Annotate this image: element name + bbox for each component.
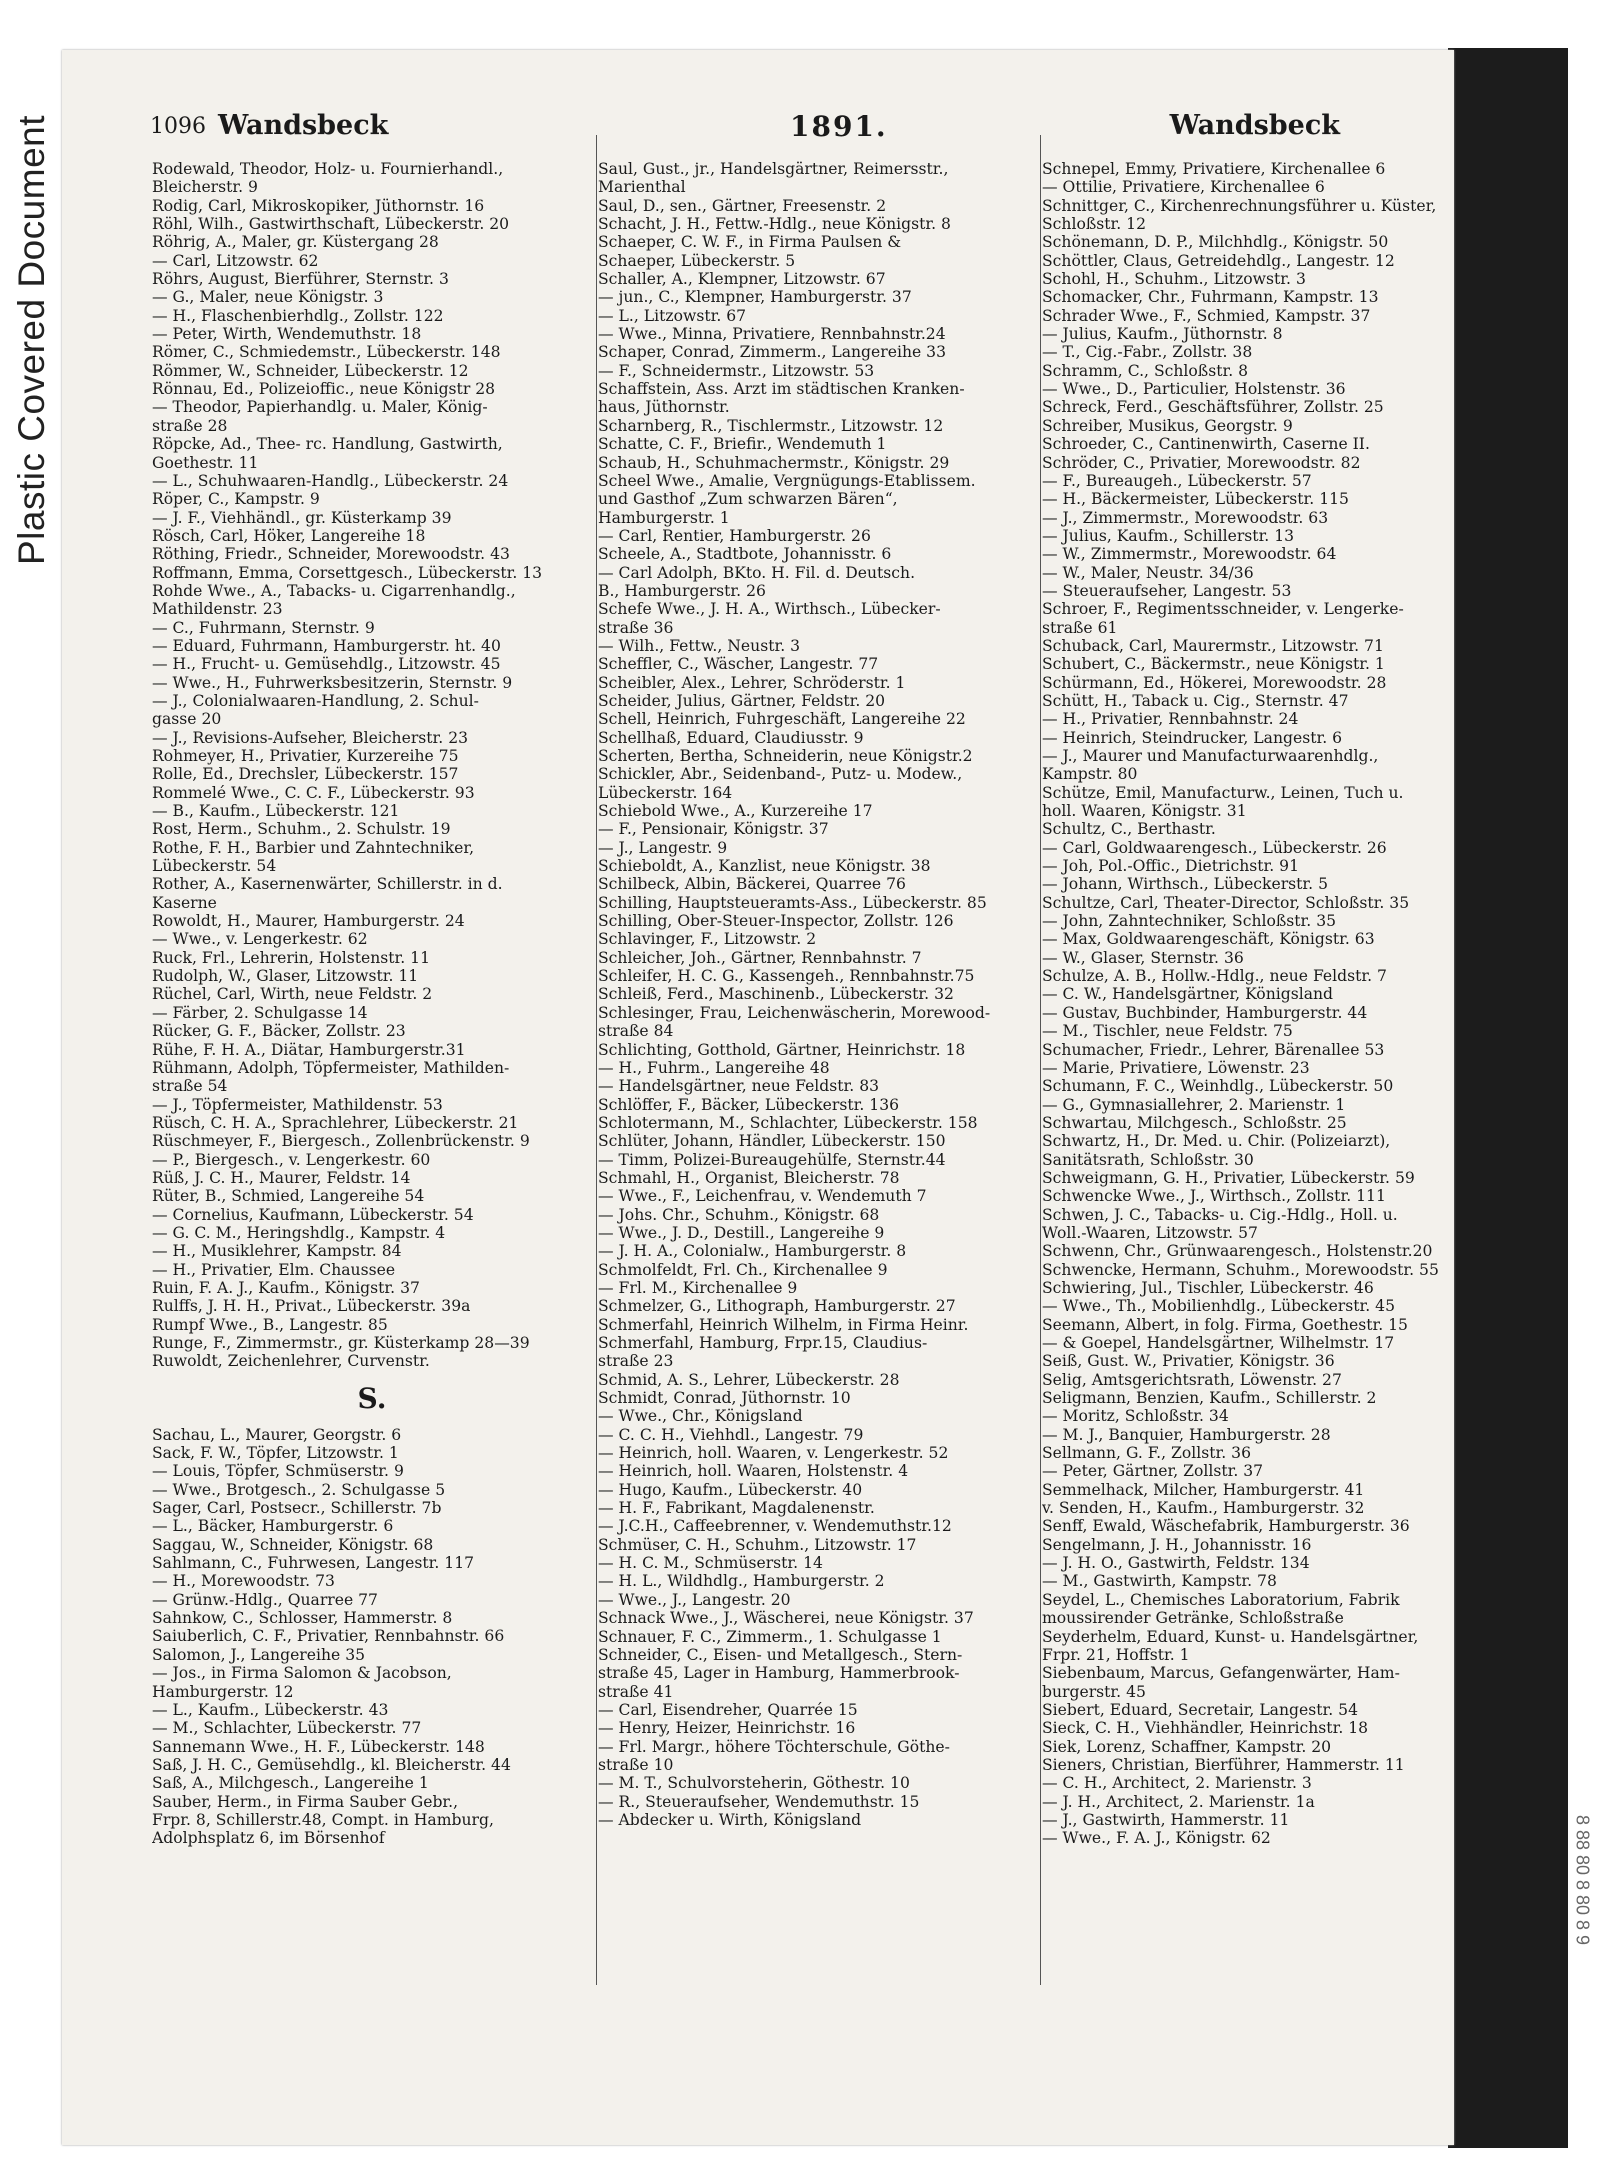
directory-entry: — F., Schneidermstr., Litzowstr. 53: [598, 361, 875, 380]
directory-entry: — M., Gastwirth, Kampstr. 78: [1042, 1572, 1277, 1591]
directory-entry: Rumpf Wwe., B., Langestr. 85: [152, 1315, 388, 1334]
directory-entry: Scheibler, Alex., Lehrer, Schröderstr. 1: [598, 673, 906, 692]
directory-entry: — W., Glaser, Sternstr. 36: [1042, 948, 1244, 967]
directory-entry: Schlüter, Johann, Händler, Lübeckerstr. 150: [598, 1132, 946, 1151]
directory-entry: — H., Morewoodstr. 73: [152, 1572, 335, 1591]
directory-entry: Salomon, J., Langereihe 35: [152, 1645, 366, 1664]
directory-entry: Rüsch, C. H. A., Sprachlehrer, Lübeckerstr. 21: [152, 1113, 519, 1132]
directory-entry: Schilbeck, Albin, Bäckerei, Quarree 76: [598, 875, 906, 894]
directory-entry: — C. C. H., Viehhdl., Langestr. 79: [598, 1425, 864, 1444]
directory-entry: Schleifer, H. C. G., Kassengeh., Rennbahnstr.75: [598, 967, 975, 986]
directory-entry: Röhrs, August, Bierführer, Sternstr. 3: [152, 270, 449, 289]
directory-entry: — H., Fuhrm., Langereihe 48: [598, 1058, 830, 1077]
directory-entry: Schütt, H., Taback u. Cig., Sternstr. 47: [1042, 691, 1349, 710]
directory-entry: — H. C. M., Schmüserstr. 14: [598, 1554, 823, 1573]
directory-entry: Schreck, Ferd., Geschäftsführer, Zollstr. 25: [1042, 398, 1384, 417]
directory-entry: Schwartz, H., Dr. Med. u. Chir. (Polizeiarzt),: [1042, 1132, 1391, 1151]
directory-entry: Schumacher, Friedr., Lehrer, Bärenallee 53: [1042, 1040, 1385, 1059]
directory-entry: Schloßstr. 12: [1042, 215, 1147, 234]
directory-entry: — Carl, Goldwaarengesch., Lübeckerstr. 26: [1042, 838, 1387, 857]
directory-entry: Hamburgerstr. 12: [152, 1682, 294, 1701]
directory-entry: Schmerfahl, Heinrich Wilhelm, in Firma Heinr.: [598, 1315, 969, 1334]
directory-entry: Schlesinger, Frau, Leichenwäscherin, Morewood-: [598, 1003, 991, 1022]
directory-entry: — C., Fuhrmann, Sternstr. 9: [152, 618, 375, 637]
directory-entry: Röthing, Friedr., Schneider, Morewoodstr. 43: [152, 545, 510, 564]
directory-entry: Schohl, H., Schuhm., Litzowstr. 3: [1042, 270, 1306, 289]
book-edge: [1448, 48, 1568, 2148]
directory-entry: Römmer, W., Schneider, Lübeckerstr. 12: [152, 361, 469, 380]
directory-entry: — Wwe., F., Leichenfrau, v. Wendemuth 7: [598, 1187, 927, 1206]
directory-entry: Schultz, C., Berthastr.: [1042, 820, 1216, 839]
directory-entry: straße 84: [598, 1022, 674, 1041]
directory-entry: Schomacker, Chr., Fuhrmann, Kampstr. 13: [1042, 288, 1379, 307]
directory-entry: Sannemann Wwe., H. F., Lübeckerstr. 148: [152, 1737, 485, 1756]
directory-entry: Röpcke, Ad., Thee- rc. Handlung, Gastwirth,: [152, 435, 503, 454]
directory-entry: — J., Maurer und Manufacturwaarenhdlg.,: [1042, 747, 1379, 765]
directory-entry: — C. W., Handelsgärtner, Königsland: [1042, 985, 1334, 1004]
directory-entry: Schmolfeldt, Frl. Ch., Kirchenallee 9: [598, 1260, 888, 1279]
directory-entry: Schnittger, C., Kirchenrechnungsführer u. Küster,: [1042, 196, 1437, 215]
overlay-label-text: Plastic Covered Document: [11, 114, 52, 566]
page-header: [150, 110, 1340, 154]
directory-entry: Schneider, C., Eisen- und Metallgesch., Stern-: [598, 1645, 963, 1664]
directory-entry: Siek, Lorenz, Schaffner, Kampstr. 20: [1042, 1737, 1332, 1756]
directory-entry: — Wwe., Chr., Königsland: [598, 1407, 803, 1426]
directory-entry: Sengelmann, J. H., Johannisstr. 16: [1042, 1535, 1312, 1554]
directory-entry: — Steueraufseher, Langestr. 53: [1042, 581, 1292, 600]
directory-entry: Kaserne: [152, 893, 217, 912]
directory-entry: gasse 20: [152, 710, 222, 729]
directory-entry: Römer, C., Schmiedemstr., Lübeckerstr. 148: [152, 343, 501, 362]
directory-column-3: [1042, 160, 1442, 1848]
directory-entry: Rudolph, W., Glaser, Litzowstr. 11: [152, 967, 419, 986]
directory-entry: — C. H., Architect, 2. Marienstr. 3: [1042, 1774, 1312, 1793]
directory-entry: Schmerfahl, Hamburg, Frpr.15, Claudius-: [598, 1334, 928, 1352]
directory-entry: — H., Flaschenbierhdlg., Zollstr. 122: [152, 306, 444, 325]
directory-entry: Schilling, Ober-Steuer-Inspector, Zollstr. 126: [598, 912, 954, 931]
directory-entry: straße 45, Lager in Hamburg, Hammerbrook-: [598, 1664, 960, 1683]
directory-entry: — Wwe., v. Lengerkestr. 62: [152, 930, 368, 949]
directory-entry: — Eduard, Fuhrmann, Hamburgerstr. ht. 40: [152, 636, 501, 655]
directory-entry: straße 61: [1042, 618, 1118, 637]
directory-entry: — Frl. Margr., höhere Töchterschule, Göthe-: [598, 1737, 950, 1756]
directory-entry: — Carl, Litzowstr. 62: [152, 251, 319, 270]
directory-entry: straße 36: [598, 618, 674, 637]
directory-entry: Schwartau, Milchgesch., Schloßstr. 25: [1042, 1113, 1347, 1132]
directory-entry: Rohde Wwe., A., Tabacks- u. Cigarrenhandlg.,: [152, 581, 516, 600]
directory-entry: Schnepel, Emmy, Privatiere, Kirchenallee 6: [1042, 160, 1386, 178]
directory-entry: Schlichting, Gotthold, Gärtner, Heinrichstr. 18: [598, 1040, 966, 1059]
directory-entry: Rothe, F. H., Barbier und Zahntechniker,: [152, 838, 475, 857]
directory-entry: Mathildenstr. 23: [152, 600, 283, 619]
directory-entry: — R., Steueraufseher, Wendemuthstr. 15: [598, 1792, 920, 1811]
directory-entry: — J. H. A., Colonialw., Hamburgerstr. 8: [598, 1242, 907, 1261]
directory-entry: Schaeper, C. W. F., in Firma Paulsen &: [598, 233, 902, 252]
directory-entry: — J., Langestr. 9: [598, 838, 728, 857]
directory-entry: Röhl, Wilh., Gastwirthschaft, Lübeckerstr. 20: [152, 215, 510, 234]
directory-entry: Saß, J. H. C., Gemüsehdlg., kl. Bleicherstr. 44: [152, 1755, 511, 1774]
directory-entry: Schuback, Carl, Maurermstr., Litzowstr. 71: [1042, 636, 1384, 655]
directory-entry: — M., Tischler, neue Feldstr. 75: [1042, 1022, 1293, 1041]
directory-entry: Schnauer, F. C., Zimmerm., 1. Schulgasse 1: [598, 1627, 942, 1646]
directory-entry: Schönemann, D. P., Milchhdlg., Königstr. 50: [1042, 233, 1389, 252]
directory-entry: haus, Jüthornstr.: [598, 398, 730, 417]
directory-entry: — Frl. M., Kirchenallee 9: [598, 1278, 798, 1297]
directory-entry: Seiß, Gust. W., Privatier, Königstr. 36: [1042, 1352, 1335, 1371]
directory-entry: Schütze, Emil, Manufacturw., Leinen, Tuch u.: [1042, 783, 1404, 802]
directory-entry: — Jos., in Firma Salomon & Jacobson,: [152, 1664, 452, 1683]
directory-entry: — Wwe., F. A. J., Königstr. 62: [1042, 1829, 1271, 1848]
directory-entry: — H., Musiklehrer, Kampstr. 84: [152, 1242, 402, 1261]
directory-entry: Ruwoldt, Zeichenlehrer, Curvenstr.: [152, 1352, 430, 1371]
edge-text: [1570, 1640, 1594, 2120]
directory-entry: — Carl Adolph, BKto. H. Fil. d. Deutsch.: [598, 563, 916, 582]
directory-entry: — jun., C., Klempner, Hamburgerstr. 37: [598, 288, 912, 307]
directory-entry: — Cornelius, Kaufmann, Lübeckerstr. 54: [152, 1205, 474, 1224]
overlay-label: [2, 60, 62, 620]
directory-entry: — Timm, Polizei-Bureaugehülfe, Sternstr.44: [598, 1150, 946, 1169]
directory-entry: Schleiß, Ferd., Maschinenb., Lübeckerstr. 32: [598, 985, 954, 1004]
directory-entry: Saggau, W., Schneider, Königstr. 68: [152, 1535, 434, 1554]
directory-entry: — Henry, Heizer, Heinrichstr. 16: [598, 1719, 856, 1738]
directory-entry: Rühe, F. H. A., Diätar, Hamburgerstr.31: [152, 1040, 466, 1059]
directory-entry: Schulze, A. B., Hollw.-Hdlg., neue Feldstr. 7: [1042, 967, 1387, 986]
directory-entry: straße 54: [152, 1077, 228, 1096]
section-letter: S.: [357, 1381, 387, 1415]
directory-entry: — Max, Goldwaarengeschäft, Königstr. 63: [1042, 930, 1375, 949]
directory-entry: Seydel, L., Chemisches Laboratorium, Fabrik: [1042, 1590, 1400, 1609]
directory-entry: — Wwe., D., Particulier, Holstenstr. 36: [1042, 380, 1346, 399]
directory-entry: Schaffstein, Ass. Arzt im städtischen Kranken-: [598, 380, 965, 399]
directory-entry: Sachau, L., Maurer, Georgstr. 6: [152, 1425, 402, 1444]
directory-entry: — Joh, Pol.-Offic., Dietrichstr. 91: [1042, 857, 1300, 876]
directory-entry: Schwencke, Hermann, Schuhm., Morewoodstr. 55: [1042, 1260, 1439, 1279]
directory-entry: Schellhaß, Eduard, Claudiusstr. 9: [598, 728, 864, 747]
directory-entry: Schaper, Conrad, Zimmerm., Langereihe 33: [598, 343, 947, 362]
directory-entry: — J. F., Viehhändl., gr. Küsterkamp 39: [152, 508, 452, 527]
directory-entry: Sahnkow, C., Schlosser, Hammerstr. 8: [152, 1609, 453, 1628]
directory-entry: — Abdecker u. Wirth, Königsland: [598, 1810, 862, 1829]
directory-entry: — L., Bäcker, Hamburgerstr. 6: [152, 1517, 394, 1536]
directory-entry: Rüß, J. C. H., Maurer, Feldstr. 14: [152, 1168, 411, 1187]
directory-entry: Ruck, Frl., Lehrerin, Holstenstr. 11: [152, 948, 430, 967]
directory-entry: — Julius, Kaufm., Jüthornstr. 8: [1042, 325, 1283, 344]
directory-entry: Runge, F., Zimmermstr., gr. Küsterkamp 28—39: [152, 1334, 530, 1352]
directory-entry: Schwen, J. C., Tabacks- u. Cig.-Hdlg., Holl. u.: [1042, 1205, 1398, 1224]
directory-entry: — Wwe., Th., Mobilienhdlg., Lübeckerstr. 45: [1042, 1297, 1396, 1316]
directory-entry: Schiebold Wwe., A., Kurzereihe 17: [598, 802, 873, 821]
directory-entry: — H. L., Wildhdlg., Hamburgerstr. 2: [598, 1572, 885, 1591]
directory-entry: — J., Zimmermstr., Morewoodstr. 63: [1042, 508, 1329, 527]
directory-entry: Schaub, H., Schuhmachermstr., Königstr. 29: [598, 453, 950, 472]
directory-entry: — Handelsgärtner, neue Feldstr. 83: [598, 1077, 880, 1096]
directory-entry: Schieboldt, A., Kanzlist, neue Königstr. 38: [598, 857, 931, 876]
directory-entry: Schrader Wwe., F., Schmied, Kampstr. 37: [1042, 306, 1371, 325]
directory-entry: — Wwe., Brotgesch., 2. Schulgasse 5: [152, 1480, 446, 1499]
directory-entry: — Theodor, Papierhandlg. u. Maler, König-: [152, 398, 488, 417]
column-divider: [596, 135, 597, 1985]
directory-entry: straße 10: [598, 1755, 674, 1774]
directory-entry: Rühmann, Adolph, Töpfermeister, Mathilden-: [152, 1058, 510, 1077]
directory-entry: — B., Kaufm., Lübeckerstr. 121: [152, 802, 400, 821]
directory-entry: — Wwe., J., Langestr. 20: [598, 1590, 791, 1609]
directory-entry: Schürmann, Ed., Hökerei, Morewoodstr. 28: [1042, 673, 1387, 692]
directory-entry: — J., Revisions-Aufseher, Bleicherstr. 23: [152, 728, 469, 747]
directory-entry: — W., Zimmermstr., Morewoodstr. 64: [1042, 545, 1337, 564]
directory-entry: Seyderhelm, Eduard, Kunst- u. Handelsgärtner,: [1042, 1627, 1419, 1646]
directory-entry: Rüter, B., Schmied, Langereihe 54: [152, 1187, 425, 1206]
directory-entry: Schumann, F. C., Weinhdlg., Lübeckerstr. 50: [1042, 1077, 1394, 1096]
directory-entry: Schickler, Abr., Seidenband-, Putz- u. Modew.,: [598, 765, 963, 784]
directory-entry: Rüchel, Carl, Wirth, neue Feldstr. 2: [152, 985, 433, 1004]
directory-entry: — Johs. Chr., Schuhm., Königstr. 68: [598, 1205, 880, 1224]
directory-entry: Sieners, Christian, Bierführer, Hammerstr. 11: [1042, 1755, 1405, 1774]
directory-entry: Schröder, C., Privatier, Morewoodstr. 82: [1042, 453, 1361, 472]
directory-entry: Schefe Wwe., J. H. A., Wirthsch., Lübecker-: [598, 600, 941, 619]
directory-entry: Schlotermann, M., Schlachter, Lübeckerstr. 158: [598, 1113, 978, 1132]
directory-entry: — Hugo, Kaufm., Lübeckerstr. 40: [598, 1480, 863, 1499]
directory-column-1: [152, 160, 592, 1848]
directory-entry: — & Goepel, Handelsgärtner, Wilhelmstr. 17: [1042, 1334, 1395, 1352]
directory-entry: Schmidt, Conrad, Jüthornstr. 10: [598, 1389, 851, 1408]
directory-entry: Frpr. 8, Schillerstr.48, Compt. in Hamburg,: [152, 1810, 494, 1829]
directory-entry: Rother, A., Kasernenwärter, Schillerstr. in d.: [152, 875, 503, 894]
directory-entry: — J.C.H., Caffeebrenner, v. Wendemuthstr.12: [598, 1517, 952, 1536]
directory-entry: Roffmann, Emma, Corsettgesch., Lübeckerstr. 13: [152, 563, 543, 582]
directory-entry: Schmelzer, G., Lithograph, Hamburgerstr. 27: [598, 1297, 956, 1316]
page-number: 1096: [150, 114, 206, 139]
directory-entry: Woll.-Waaren, Litzowstr. 57: [1042, 1223, 1258, 1242]
directory-entry: Rösch, Carl, Höker, Langereihe 18: [152, 526, 426, 545]
directory-entry: — Gustav, Buchbinder, Hamburgerstr. 44: [1042, 1003, 1368, 1022]
directory-entry: — Carl, Eisendreher, Quarrée 15: [598, 1700, 858, 1719]
directory-entry: Schroer, F., Regimentsschneider, v. Lengerke-: [1042, 600, 1404, 619]
directory-entry: — Heinrich, holl. Waaren, Holstenstr. 4: [598, 1462, 909, 1481]
directory-entry: Saß, A., Milchgesch., Langereihe 1: [152, 1774, 429, 1793]
directory-entry: — Wilh., Fettw., Neustr. 3: [598, 636, 801, 655]
directory-entry: — Wwe., Minna, Privatiere, Rennbahnstr.24: [598, 325, 946, 344]
directory-entry: Rommelé Wwe., C. C. F., Lübeckerstr. 93: [152, 783, 475, 802]
directory-entry: Bleicherstr. 9: [152, 178, 258, 197]
directory-entry: Schnack Wwe., J., Wäscherei, neue Königstr. 37: [598, 1609, 974, 1628]
directory-entry: Scheel Wwe., Amalie, Vergnügungs-Etablissem.: [598, 471, 976, 490]
directory-entry: Schwenn, Chr., Grünwaarengesch., Holstenstr.20: [1042, 1242, 1433, 1261]
directory-entry: — G., Gymnasiallehrer, 2. Marienstr. 1: [1042, 1095, 1346, 1114]
directory-entry: — M., Schlachter, Lübeckerstr. 77: [152, 1719, 422, 1738]
directory-entry: Ruin, F. A. J., Kaufm., Königstr. 37: [152, 1278, 420, 1297]
directory-entry: Schweigmann, G. H., Privatier, Lübeckerstr. 59: [1042, 1168, 1415, 1187]
directory-entry: — W., Maler, Neustr. 34/36: [1042, 563, 1254, 582]
directory-entry: — Heinrich, Steindrucker, Langestr. 6: [1042, 728, 1343, 747]
directory-entry: Rücker, G. F., Bäcker, Zollstr. 23: [152, 1022, 406, 1041]
directory-entry: Scherten, Bertha, Schneiderin, neue Königstr.2: [598, 747, 973, 765]
edge-text-value: 8 88 80 8 80 8 9: [1572, 1814, 1593, 1946]
directory-entry: Lübeckerstr. 54: [152, 857, 277, 876]
directory-entry: Schleicher, Joh., Gärtner, Rennbahnstr. 7: [598, 948, 922, 967]
directory-entry: — Louis, Töpfer, Schmüserstr. 9: [152, 1462, 404, 1481]
directory-entry: Sager, Carl, Postsecr., Schillerstr. 7b: [152, 1499, 442, 1518]
directory-entry: — Marie, Privatiere, Löwenstr. 23: [1042, 1058, 1310, 1077]
directory-entry: — H., Frucht- u. Gemüsehdlg., Litzowstr. 45: [152, 655, 501, 674]
directory-entry: Schaller, A., Klempner, Litzowstr. 67: [598, 270, 886, 289]
directory-entry: Saul, Gust., jr., Handelsgärtner, Reimersstr.,: [598, 160, 949, 178]
header-year: 1891.: [790, 110, 888, 143]
directory-entry: — Ottilie, Privatiere, Kirchenallee 6: [1042, 178, 1325, 197]
directory-entry: Goethestr. 11: [152, 453, 259, 472]
directory-entry: moussirender Getränke, Schloßstraße: [1042, 1609, 1344, 1628]
directory-entry: — H., Privatier, Rennbahnstr. 24: [1042, 710, 1299, 729]
directory-entry: Rulffs, J. H. H., Privat., Lübeckerstr. 39a: [152, 1297, 471, 1316]
directory-entry: — Peter, Gärtner, Zollstr. 37: [1042, 1462, 1264, 1481]
directory-entry: — Carl, Rentier, Hamburgerstr. 26: [598, 526, 871, 545]
directory-entry: — John, Zahntechniker, Schloßstr. 35: [1042, 912, 1337, 931]
directory-entry: Röhrig, A., Maler, gr. Küstergang 28: [152, 233, 439, 252]
directory-entry: Rüschmeyer, F., Biergesch., Zollenbrückenstr. 9: [152, 1132, 530, 1151]
directory-column-2: [598, 160, 1036, 1829]
directory-entry: Lübeckerstr. 164: [598, 783, 733, 802]
directory-entry: Röper, C., Kampstr. 9: [152, 490, 320, 509]
directory-entry: Schramm, C., Schloßstr. 8: [1042, 361, 1249, 380]
directory-entry: — F., Pensionair, Königstr. 37: [598, 820, 829, 839]
directory-entry: Schroeder, C., Cantinenwirth, Caserne II.: [1042, 435, 1370, 454]
directory-entry: — Johann, Wirthsch., Lübeckerstr. 5: [1042, 875, 1329, 894]
directory-entry: — Wwe., J. D., Destill., Langereihe 9: [598, 1223, 885, 1242]
directory-entry: Schmahl, H., Organist, Bleicherstr. 78: [598, 1168, 900, 1187]
directory-entry: Rodewald, Theodor, Holz- u. Fournierhandl.,: [152, 160, 504, 178]
directory-entry: Schlavinger, F., Litzowstr. 2: [598, 930, 817, 949]
directory-entry: — T., Cig.-Fabr., Zollstr. 38: [1042, 343, 1253, 362]
directory-entry: Scheider, Julius, Gärtner, Feldstr. 20: [598, 691, 886, 710]
directory-entry: — Peter, Wirth, Wendemuthstr. 18: [152, 325, 422, 344]
directory-entry: Saiuberlich, C. F., Privatier, Rennbahnstr. 66: [152, 1627, 505, 1646]
directory-entry: und Gasthof „Zum schwarzen Bären“,: [598, 490, 898, 509]
directory-entry: — J. H. O., Gastwirth, Feldstr. 134: [1042, 1554, 1310, 1573]
directory-entry: Schaeper, Lübeckerstr. 5: [598, 251, 796, 270]
directory-entry: — G., Maler, neue Königstr. 3: [152, 288, 384, 307]
directory-entry: Rowoldt, H., Maurer, Hamburgerstr. 24: [152, 912, 465, 931]
directory-entry: Rost, Herm., Schuhm., 2. Schulstr. 19: [152, 820, 451, 839]
directory-entry: — Moritz, Schloßstr. 34: [1042, 1407, 1229, 1426]
directory-entry: Sellmann, G. F., Zollstr. 36: [1042, 1444, 1252, 1463]
directory-entry: straße 23: [598, 1352, 674, 1371]
directory-entry: straße 28: [152, 416, 228, 435]
directory-entry: Schmüser, C. H., Schuhm., Litzowstr. 17: [598, 1535, 917, 1554]
directory-entry: holl. Waaren, Königstr. 31: [1042, 802, 1247, 821]
header-left-title: Wandsbeck: [218, 110, 389, 141]
directory-entry: — H. F., Fabrikant, Magdalenenstr.: [598, 1499, 875, 1518]
directory-entry: Sack, F. W., Töpfer, Litzowstr. 1: [152, 1444, 399, 1463]
directory-entry: Schwiering, Jul., Tischler, Lübeckerstr. 46: [1042, 1278, 1374, 1297]
directory-entry: — L., Litzowstr. 67: [598, 306, 747, 325]
directory-entry: Selig, Amtsgerichtsrath, Löwenstr. 27: [1042, 1370, 1342, 1389]
directory-entry: — J., Gastwirth, Hammerstr. 11: [1042, 1810, 1290, 1829]
directory-entry: — Heinrich, holl. Waaren, v. Lengerkestr. 52: [598, 1444, 949, 1463]
header-right-title: Wandsbeck: [1169, 110, 1340, 141]
directory-entry: — P., Biergesch., v. Lengerkestr. 60: [152, 1150, 431, 1169]
directory-entry: Rolle, Ed., Drechsler, Lübeckerstr. 157: [152, 765, 459, 784]
directory-entry: — H., Bäckermeister, Lübeckerstr. 115: [1042, 490, 1349, 509]
directory-entry: Senff, Ewald, Wäschefabrik, Hamburgerstr. 36: [1042, 1517, 1410, 1536]
directory-entry: — M. J., Banquier, Hamburgerstr. 28: [1042, 1425, 1331, 1444]
directory-entry: — J., Colonialwaaren-Handlung, 2. Schul-: [152, 691, 479, 710]
directory-entry: Siebert, Eduard, Secretair, Langestr. 54: [1042, 1700, 1359, 1719]
directory-entry: Sauber, Herm., in Firma Sauber Gebr.,: [152, 1792, 459, 1811]
directory-entry: Schacht, J. H., Fettw.-Hdlg., neue Königstr. 8: [598, 215, 951, 234]
directory-entry: burgerstr. 45: [1042, 1682, 1146, 1701]
directory-entry: Schilling, Hauptsteueramts-Ass., Lübeckerstr. 85: [598, 893, 987, 912]
directory-entry: Marienthal: [598, 178, 686, 197]
directory-entry: Schultze, Carl, Theater-Director, Schloßstr. 35: [1042, 893, 1410, 912]
directory-entry: — Wwe., H., Fuhrwerksbesitzerin, Sternstr. 9: [152, 673, 513, 692]
directory-entry: — J., Töpfermeister, Mathildenstr. 53: [152, 1095, 443, 1114]
directory-entry: — Julius, Kaufm., Schillerstr. 13: [1042, 526, 1295, 545]
directory-entry: Schell, Heinrich, Fuhrgeschäft, Langereihe 22: [598, 710, 966, 729]
directory-entry: Sieck, C. H., Viehhändler, Heinrichstr. 18: [1042, 1719, 1369, 1738]
column-divider: [1040, 135, 1041, 1985]
directory-entry: — L., Schuhwaaren-Handlg., Lübeckerstr. 24: [152, 471, 509, 490]
directory-entry: Sanitätsrath, Schloßstr. 30: [1042, 1150, 1254, 1169]
directory-entry: straße 41: [598, 1682, 674, 1701]
directory-entry: Schmid, A. S., Lehrer, Lübeckerstr. 28: [598, 1370, 900, 1389]
directory-entry: Rodig, Carl, Mikroskopiker, Jüthornstr. 16: [152, 196, 485, 215]
directory-entry: Saul, D., sen., Gärtner, Freesenstr. 2: [598, 196, 887, 215]
directory-entry: Seligmann, Benzien, Kaufm., Schillerstr. 2: [1042, 1389, 1377, 1408]
directory-entry: Frpr. 21, Hoffstr. 1: [1042, 1645, 1190, 1664]
directory-entry: Sahlmann, C., Fuhrwesen, Langestr. 117: [152, 1554, 475, 1573]
directory-entry: Schubert, C., Bäckermstr., neue Königstr. 1: [1042, 655, 1385, 674]
directory-entry: Schlöffer, F., Bäcker, Lübeckerstr. 136: [598, 1095, 900, 1114]
directory-entry: Schwencke Wwe., J., Wirthsch., Zollstr. 111: [1042, 1187, 1386, 1206]
directory-entry: — H., Privatier, Elm. Chaussee: [152, 1260, 396, 1279]
directory-entry: — L., Kaufm., Lübeckerstr. 43: [152, 1700, 389, 1719]
directory-entry: — M. T., Schulvorsteherin, Göthestr. 10: [598, 1774, 910, 1793]
directory-entry: B., Hamburgerstr. 26: [598, 581, 766, 600]
directory-entry: Scharnberg, R., Tischlermstr., Litzowstr. 12: [598, 416, 944, 435]
directory-entry: — J. H., Architect, 2. Marienstr. 1a: [1042, 1792, 1315, 1811]
directory-entry: Schöttler, Claus, Getreidehdlg., Langestr. 12: [1042, 251, 1395, 270]
directory-entry: Scheele, A., Stadtbote, Johannisstr. 6: [598, 545, 892, 564]
directory-entry: Adolphsplatz 6, im Börsenhof: [152, 1829, 385, 1848]
directory-entry: — Grünw.-Hdlg., Quarree 77: [152, 1590, 378, 1609]
directory-entry: Scheffler, C., Wäscher, Langestr. 77: [598, 655, 879, 674]
directory-entry: Seemann, Albert, in folg. Firma, Goethestr. 15: [1042, 1315, 1408, 1334]
directory-entry: Rönnau, Ed., Polizeioffic., neue Königstr 28: [152, 380, 496, 399]
directory-entry: — F., Bureaugeh., Lübeckerstr. 57: [1042, 471, 1312, 490]
directory-entry: Kampstr. 80: [1042, 765, 1138, 784]
directory-entry: — G. C. M., Heringshdlg., Kampstr. 4: [152, 1223, 446, 1242]
directory-entry: Schatte, C. F., Briefir., Wendemuth 1: [598, 435, 887, 454]
directory-entry: Hamburgerstr. 1: [598, 508, 730, 527]
directory-entry: — Färber, 2. Schulgasse 14: [152, 1003, 368, 1022]
directory-entry: Rohmeyer, H., Privatier, Kurzereihe 75: [152, 747, 459, 765]
directory-entry: Siebenbaum, Marcus, Gefangenwärter, Ham-: [1042, 1664, 1400, 1683]
directory-entry: v. Senden, H., Kaufm., Hamburgerstr. 32: [1042, 1499, 1365, 1518]
directory-entry: Schreiber, Musikus, Georgstr. 9: [1042, 416, 1293, 435]
directory-entry: Semmelhack, Milcher, Hamburgerstr. 41: [1042, 1480, 1365, 1499]
